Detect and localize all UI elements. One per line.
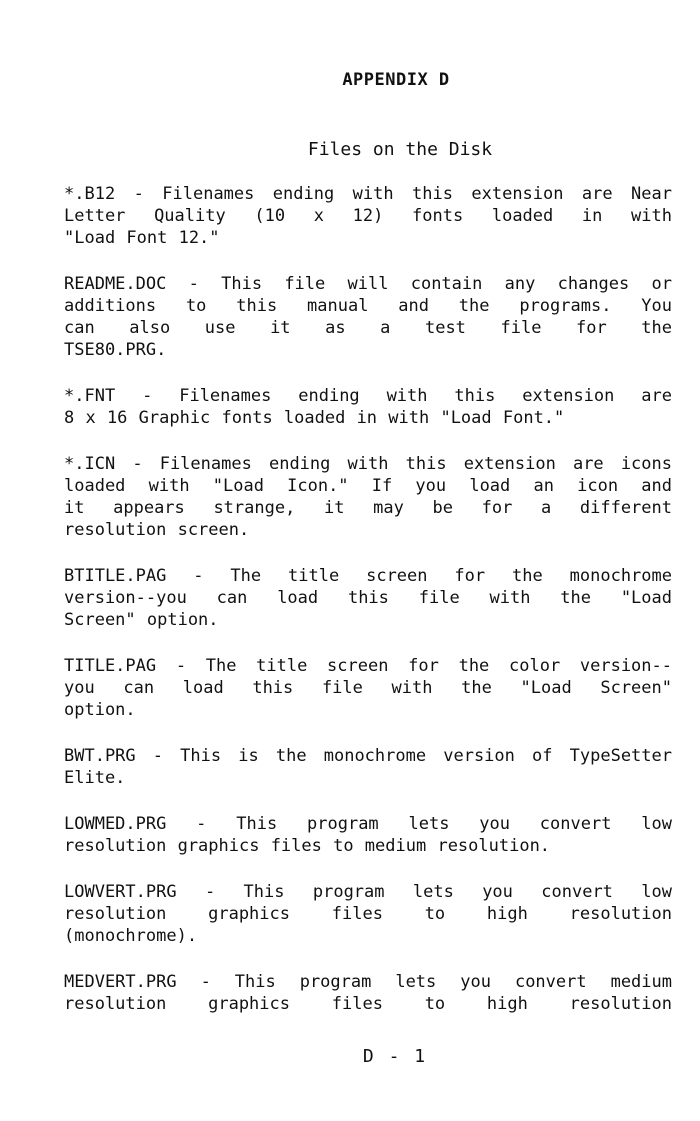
entry-line: "Load Font 12." [64, 228, 220, 248]
entry-line: BTITLE.PAG - The title screen for the monochrome [64, 566, 672, 586]
entry-line: BWT.PRG - This is the monochrome version of TypeSetter [64, 746, 672, 766]
entry-line: it appears strange, it may be for a different [64, 498, 672, 518]
entry-line: Letter Quality (10 x 12) fonts loaded in with [64, 206, 672, 226]
entry-line: LOWVERT.PRG - This program lets you convert low [64, 882, 672, 902]
file-entry-b12 [64, 183, 672, 249]
entry-line: README.DOC - This file will contain any changes or [64, 274, 672, 294]
entry-line: can also use it as a test file for the [64, 318, 672, 338]
entry-line: TITLE.PAG - The title screen for the color version-- [64, 656, 672, 676]
file-entry-lowvert [64, 881, 672, 947]
file-entry-bwt [64, 745, 672, 789]
entry-line: Screen" option. [64, 610, 219, 630]
entry-line: (monochrome). [64, 926, 198, 946]
entry-line: additions to this manual and the programs. You [64, 296, 672, 316]
entry-line: 8 x 16 Graphic fonts loaded in with "Load Font." [64, 408, 565, 428]
file-entry-lowmed [64, 813, 672, 857]
entry-line: Elite. [64, 768, 126, 788]
entry-line: *.FNT - Filenames ending with this extension are [64, 386, 672, 406]
file-entry-readme [64, 273, 672, 361]
entry-line: you can load this file with the "Load Screen" [64, 678, 672, 698]
section-title: Files on the Disk [307, 139, 493, 160]
file-entry-fnt [64, 385, 672, 429]
entry-line: resolution graphics files to high resolution [64, 904, 672, 924]
file-entry-medvert [64, 971, 672, 1015]
entry-line: MEDVERT.PRG - This program lets you convert medium [64, 972, 672, 992]
entry-line: resolution graphics files to high resolution [64, 994, 672, 1014]
entry-line: version--you can load this file with the "Load [64, 588, 672, 608]
entry-line: *.ICN - Filenames ending with this extension are icons [64, 454, 672, 474]
entry-line: resolution graphics files to medium resolution. [64, 836, 551, 856]
file-list [64, 183, 672, 1039]
entry-line: option. [64, 700, 136, 720]
file-entry-btitle [64, 565, 672, 631]
entry-line: resolution screen. [64, 520, 250, 540]
entry-line: LOWMED.PRG - This program lets you convert low [64, 814, 672, 834]
file-entry-title [64, 655, 672, 721]
appendix-title: APPENDIX D [342, 70, 450, 90]
entry-line: loaded with "Load Icon." If you load an icon and [64, 476, 672, 496]
page-number: D - 1 [362, 1046, 428, 1067]
file-entry-icn [64, 453, 672, 541]
entry-line: TSE80.PRG. [64, 340, 167, 360]
entry-line: *.B12 - Filenames ending with this extension are Near [64, 184, 672, 204]
